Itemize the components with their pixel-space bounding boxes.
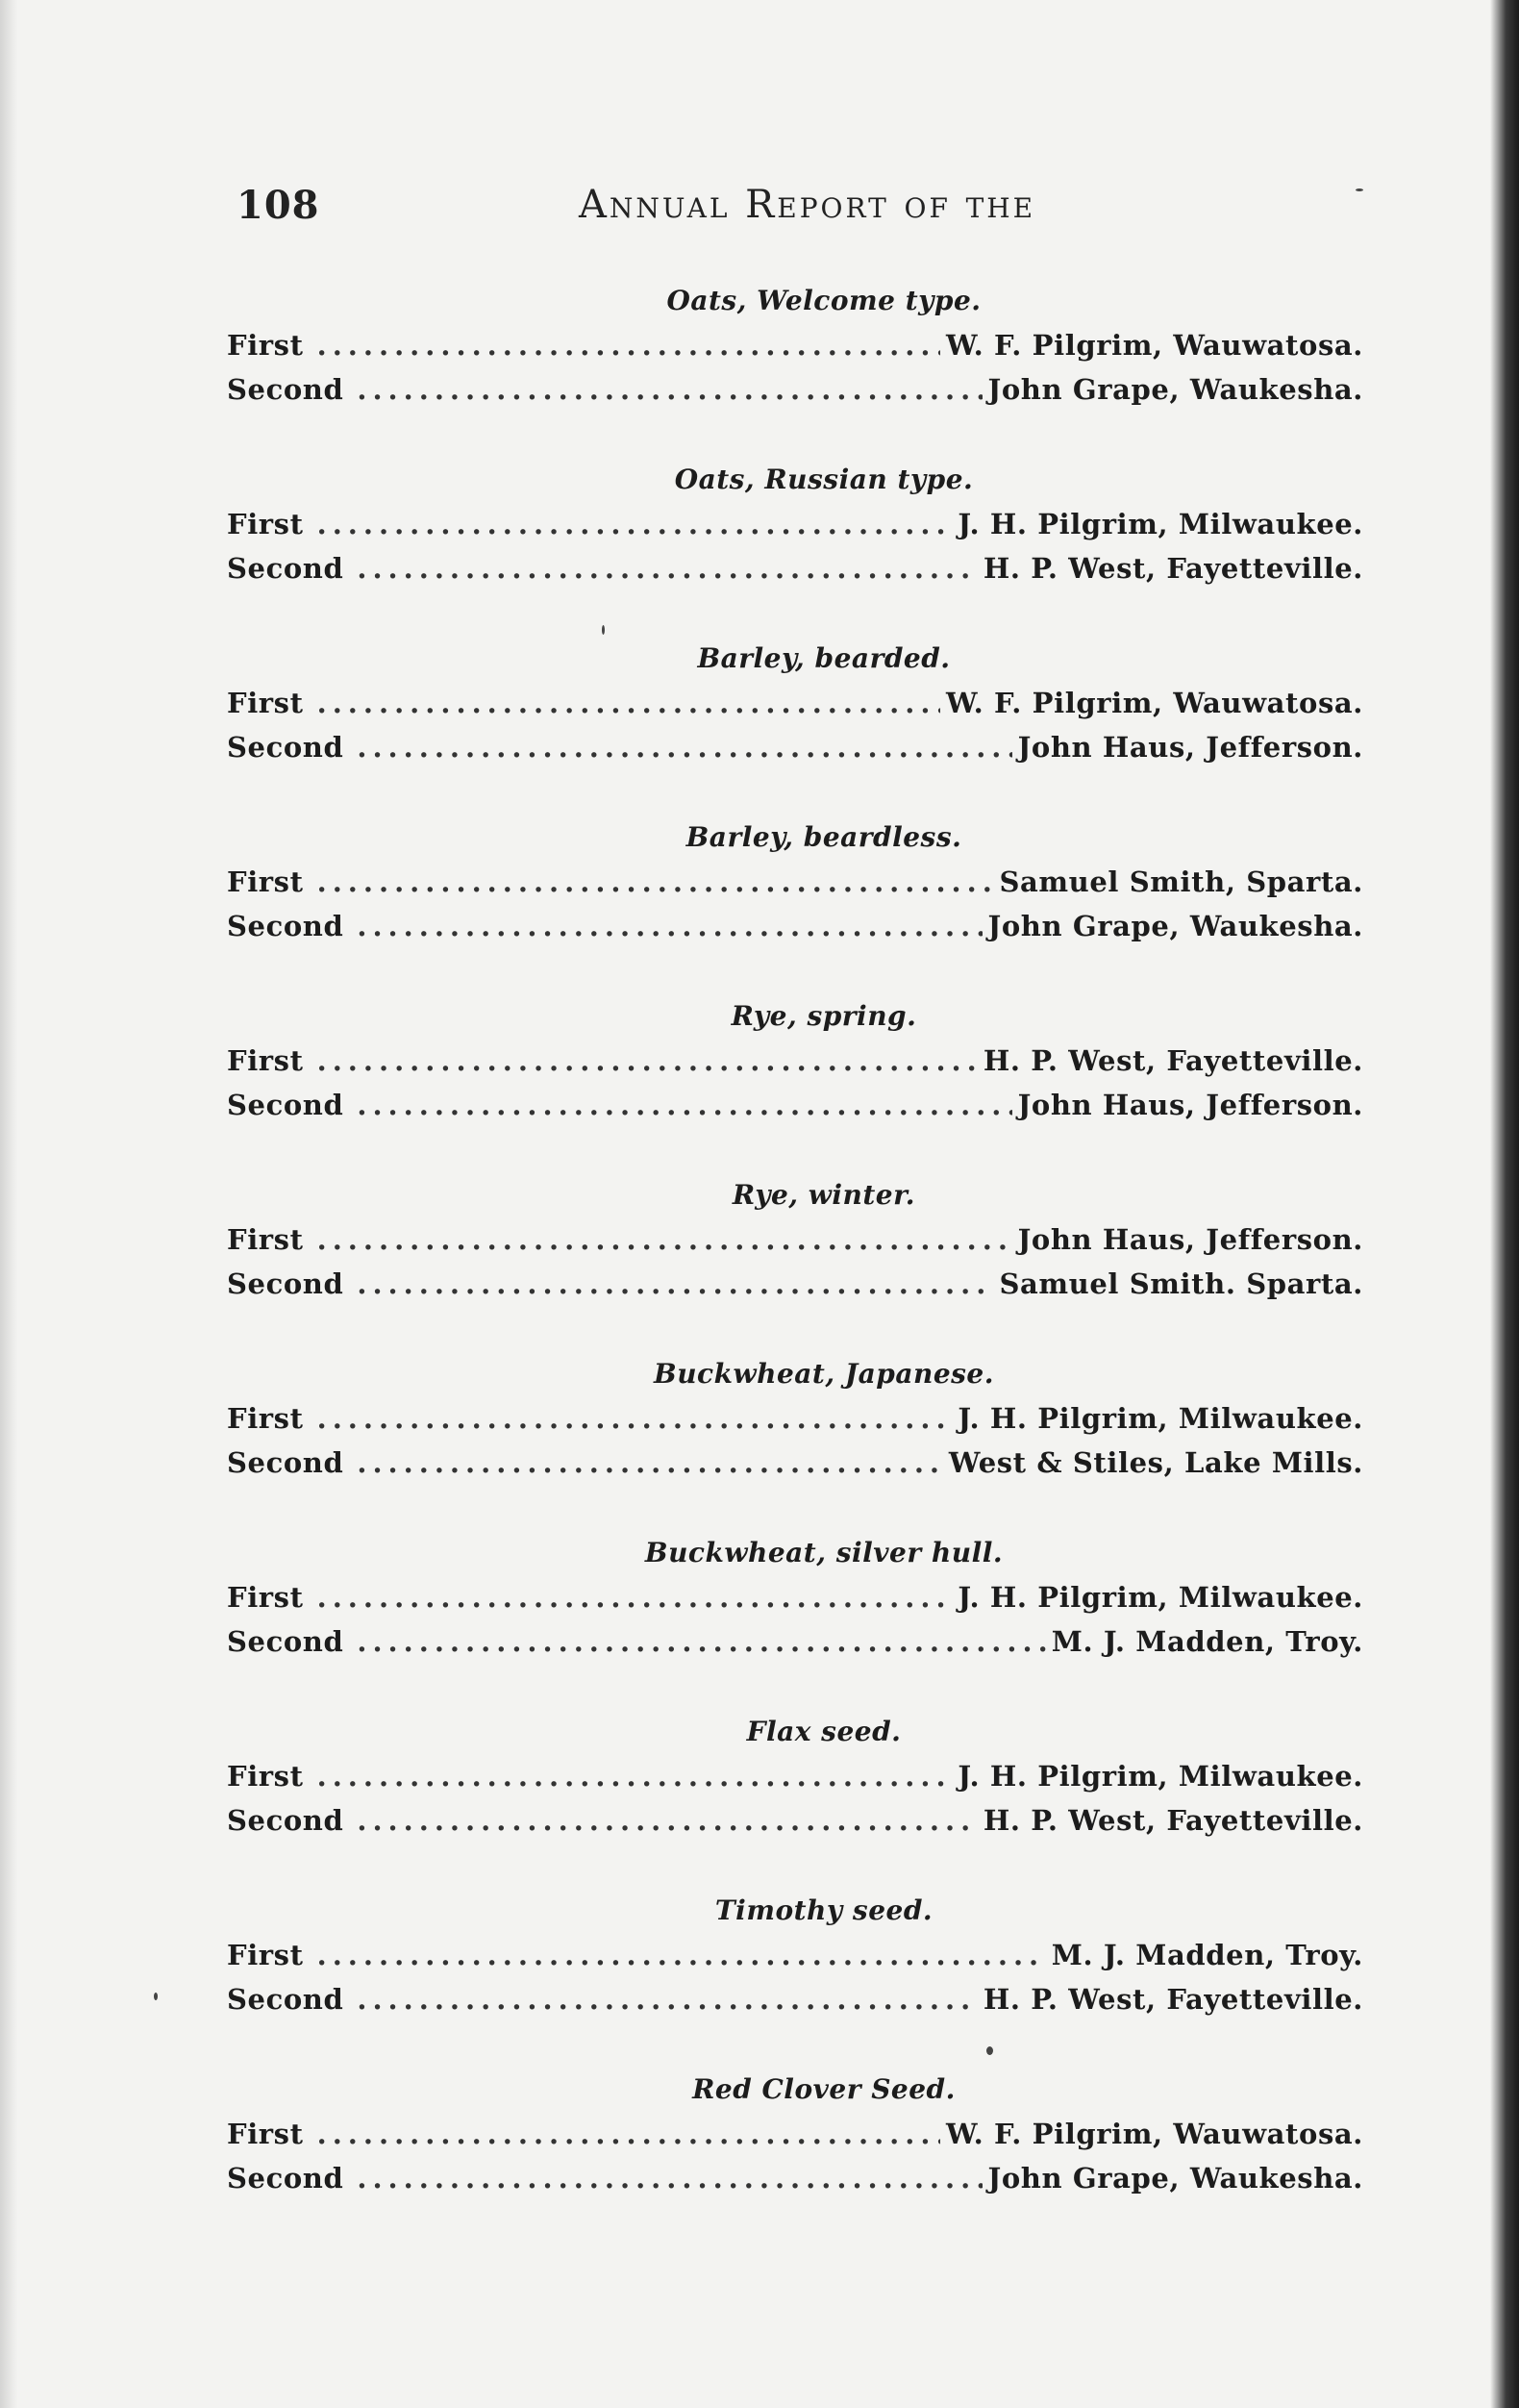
dot-leader [317, 2112, 940, 2156]
award-row-first [227, 1396, 1363, 1441]
award-row-first [227, 2112, 1363, 2156]
place-label: First [227, 329, 304, 362]
winner-name: John Haus, Jefferson. [1017, 1223, 1363, 1256]
dot-leader [317, 502, 953, 546]
place-label: Second [227, 552, 344, 585]
running-head [231, 183, 1365, 240]
award-row-first [227, 1217, 1363, 1262]
awards-list [227, 279, 1363, 2246]
award-section [227, 1710, 1363, 1889]
award-section [227, 1173, 1363, 1352]
dot-leader [357, 725, 1011, 769]
winner-name: John Haus, Jefferson. [1017, 731, 1363, 764]
award-row-second [227, 2156, 1363, 2200]
winner-name: Samuel Smith. Sparta. [999, 1267, 1363, 1300]
running-title: Annual Report of the [579, 183, 1036, 227]
winner-name: W. F. Pilgrim, Wauwatosa. [945, 2118, 1363, 2150]
section-title: Rye, winter. [732, 1179, 916, 1211]
section-title: Buckwheat, Japanese. [654, 1358, 994, 1390]
dot-leader [357, 904, 982, 948]
award-row-first [227, 323, 1363, 367]
section-title: Flax seed. [746, 1716, 902, 1747]
dot-leader [357, 1441, 943, 1485]
winner-name: John Grape, Waukesha. [987, 373, 1363, 406]
dot-leader [357, 1977, 977, 2021]
dot-leader [357, 1262, 993, 1306]
award-section [227, 1531, 1363, 1710]
dot-leader [317, 1933, 1046, 1977]
place-label: First [227, 687, 304, 719]
winner-name: J. H. Pilgrim, Milwaukee. [958, 1402, 1363, 1435]
award-row-first [227, 681, 1363, 725]
dot-leader [357, 1083, 1011, 1127]
print-speck [986, 2046, 993, 2055]
winner-name: J. H. Pilgrim, Milwaukee. [958, 1581, 1363, 1614]
award-row-first [227, 502, 1363, 546]
winner-name: J. H. Pilgrim, Milwaukee. [958, 508, 1363, 540]
section-title: Rye, spring. [731, 1000, 917, 1032]
award-row-second [227, 1977, 1363, 2021]
award-row-second [227, 1262, 1363, 1306]
award-row-first [227, 860, 1363, 904]
page-number: 108 [237, 183, 320, 228]
place-label: First [227, 1939, 304, 1971]
award-row-second [227, 367, 1363, 412]
award-row-first [227, 1575, 1363, 1619]
place-label: Second [227, 1625, 344, 1658]
dot-leader [317, 1396, 953, 1441]
place-label: First [227, 2118, 304, 2150]
winner-name: W. F. Pilgrim, Wauwatosa. [945, 329, 1363, 362]
dot-leader [357, 546, 977, 590]
dot-leader [317, 1217, 1012, 1262]
award-section [227, 994, 1363, 1173]
section-title: Barley, beardless. [685, 821, 962, 853]
winner-name: M. J. Madden, Troy. [1051, 1939, 1363, 1971]
section-title: Timothy seed. [714, 1894, 934, 1926]
print-speck [154, 1993, 158, 2000]
dot-leader [317, 323, 940, 367]
section-title: Oats, Russian type. [674, 464, 974, 495]
page-edge-right [1490, 0, 1519, 2408]
place-label: Second [227, 1804, 344, 1837]
award-section [227, 815, 1363, 994]
award-section [227, 2068, 1363, 2246]
place-label: Second [227, 1983, 344, 2016]
award-row-second [227, 1619, 1363, 1664]
dot-leader [317, 1039, 978, 1083]
place-label: Second [227, 373, 344, 406]
place-label: First [227, 1223, 304, 1256]
winner-name: H. P. West, Fayetteville. [983, 552, 1363, 585]
winner-name: John Haus, Jefferson. [1017, 1089, 1363, 1121]
winner-name: John Grape, Waukesha. [987, 2162, 1363, 2195]
winner-name: Samuel Smith, Sparta. [999, 865, 1363, 898]
section-title: Red Clover Seed. [692, 2073, 956, 2105]
award-row-first [227, 1039, 1363, 1083]
award-section [227, 1352, 1363, 1531]
print-speck [1356, 188, 1363, 191]
winner-name: W. F. Pilgrim, Wauwatosa. [945, 687, 1363, 719]
award-row-second [227, 725, 1363, 769]
page-edge-left [0, 0, 17, 2408]
place-label: Second [227, 731, 344, 764]
place-label: First [227, 1581, 304, 1614]
dot-leader [317, 860, 994, 904]
award-row-second [227, 546, 1363, 590]
place-label: First [227, 1044, 304, 1077]
place-label: First [227, 1402, 304, 1435]
award-row-first [227, 1754, 1363, 1798]
award-row-second [227, 1083, 1363, 1127]
place-label: First [227, 508, 304, 540]
place-label: Second [227, 910, 344, 942]
winner-name: M. J. Madden, Troy. [1051, 1625, 1363, 1658]
dot-leader [317, 1575, 953, 1619]
award-section [227, 637, 1363, 815]
place-label: Second [227, 2162, 344, 2195]
winner-name: H. P. West, Fayetteville. [983, 1804, 1363, 1837]
dot-leader [357, 367, 982, 412]
dot-leader [357, 2156, 982, 2200]
place-label: Second [227, 1446, 344, 1479]
section-title: Oats, Welcome type. [666, 285, 982, 316]
dot-leader [317, 1754, 953, 1798]
award-row-second [227, 1798, 1363, 1843]
award-section [227, 458, 1363, 637]
dot-leader [317, 681, 940, 725]
place-label: Second [227, 1089, 344, 1121]
place-label: Second [227, 1267, 344, 1300]
award-section [227, 1889, 1363, 2068]
print-speck [602, 625, 605, 635]
section-title: Buckwheat, silver hull. [644, 1537, 1004, 1568]
winner-name: John Grape, Waukesha. [987, 910, 1363, 942]
award-row-first [227, 1933, 1363, 1977]
section-title: Barley, bearded. [697, 642, 951, 674]
winner-name: H. P. West, Fayetteville. [983, 1044, 1363, 1077]
award-section [227, 279, 1363, 458]
winner-name: J. H. Pilgrim, Milwaukee. [958, 1760, 1363, 1793]
place-label: First [227, 865, 304, 898]
award-row-second [227, 1441, 1363, 1485]
place-label: First [227, 1760, 304, 1793]
winner-name: West & Stiles, Lake Mills. [948, 1446, 1363, 1479]
award-row-second [227, 904, 1363, 948]
dot-leader [357, 1798, 977, 1843]
dot-leader [357, 1619, 1045, 1664]
winner-name: H. P. West, Fayetteville. [983, 1983, 1363, 2016]
